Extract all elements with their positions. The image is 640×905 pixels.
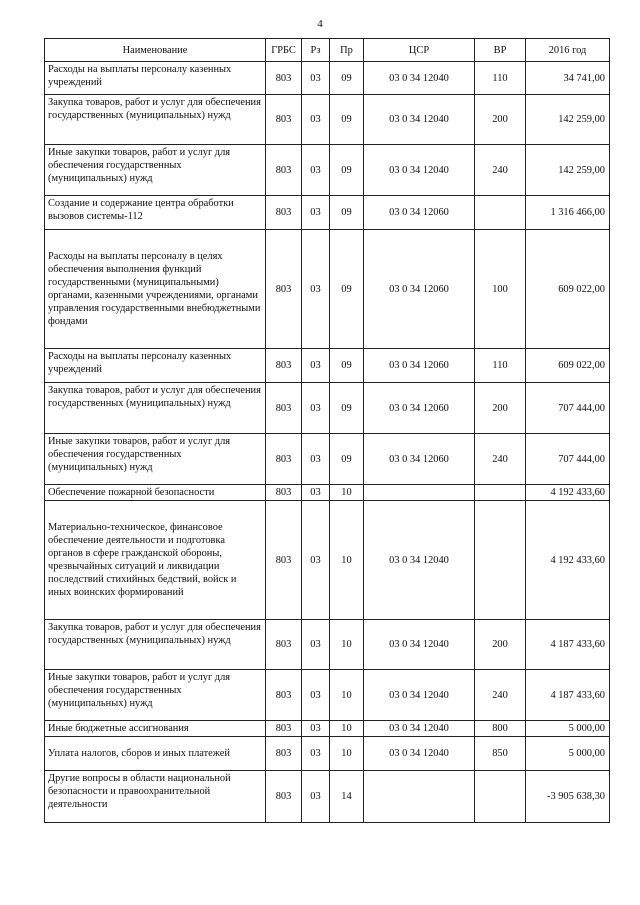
cell-name: Закупка товаров, работ и услуг для обеспечения государственных (муниципальных) нужд bbox=[45, 620, 266, 670]
cell-csr: 03 0 34 12060 bbox=[364, 383, 475, 434]
cell-name: Иные закупки товаров, работ и услуг для обеспечения государственных (муниципальных) нужд bbox=[45, 145, 266, 196]
cell-vr: 240 bbox=[475, 670, 526, 721]
cell-csr: 03 0 34 12060 bbox=[364, 230, 475, 349]
cell-vr: 800 bbox=[475, 721, 526, 737]
cell-csr: 03 0 34 12040 bbox=[364, 670, 475, 721]
cell-rz: 03 bbox=[302, 771, 330, 823]
cell-amount: 4 187 433,60 bbox=[526, 620, 610, 670]
cell-name: Иные бюджетные ассигнования bbox=[45, 721, 266, 737]
cell-pr: 09 bbox=[330, 349, 364, 383]
cell-rz: 03 bbox=[302, 383, 330, 434]
cell-amount: 1 316 466,00 bbox=[526, 196, 610, 230]
table-row bbox=[45, 145, 610, 196]
table-row bbox=[45, 721, 610, 737]
table-row bbox=[45, 737, 610, 771]
cell-name: Иные закупки товаров, работ и услуг для обеспечения государственных (муниципальных) нужд bbox=[45, 670, 266, 721]
cell-pr: 10 bbox=[330, 485, 364, 501]
cell-amount: 4 187 433,60 bbox=[526, 670, 610, 721]
table-row bbox=[45, 501, 610, 620]
cell-rz: 03 bbox=[302, 620, 330, 670]
cell-csr: 03 0 34 12040 bbox=[364, 62, 475, 95]
cell-pr: 09 bbox=[330, 434, 364, 485]
table-row bbox=[45, 670, 610, 721]
cell-vr: 850 bbox=[475, 737, 526, 771]
header-name: Наименование bbox=[45, 39, 266, 62]
cell-name: Закупка товаров, работ и услуг для обеспечения государственных (муниципальных) нужд bbox=[45, 383, 266, 434]
cell-grbs: 803 bbox=[266, 501, 302, 620]
cell-amount: 4 192 433,60 bbox=[526, 501, 610, 620]
cell-pr: 09 bbox=[330, 145, 364, 196]
cell-grbs: 803 bbox=[266, 721, 302, 737]
cell-grbs: 803 bbox=[266, 230, 302, 349]
table-row bbox=[45, 620, 610, 670]
cell-vr bbox=[475, 196, 526, 230]
cell-name: Иные закупки товаров, работ и услуг для обеспечения государственных (муниципальных) нужд bbox=[45, 434, 266, 485]
cell-amount: 609 022,00 bbox=[526, 349, 610, 383]
cell-amount: 34 741,00 bbox=[526, 62, 610, 95]
cell-vr: 200 bbox=[475, 95, 526, 145]
table-row bbox=[45, 62, 610, 95]
cell-name: Обеспечение пожарной безопасности bbox=[45, 485, 266, 501]
cell-name: Расходы на выплаты персоналу казенных учреждений bbox=[45, 62, 266, 95]
cell-csr: 03 0 34 12040 bbox=[364, 721, 475, 737]
cell-rz: 03 bbox=[302, 196, 330, 230]
table-row bbox=[45, 196, 610, 230]
cell-rz: 03 bbox=[302, 62, 330, 95]
cell-pr: 10 bbox=[330, 501, 364, 620]
cell-vr: 240 bbox=[475, 434, 526, 485]
cell-pr: 09 bbox=[330, 383, 364, 434]
cell-amount: -3 905 638,30 bbox=[526, 771, 610, 823]
cell-grbs: 803 bbox=[266, 434, 302, 485]
header-row bbox=[45, 39, 610, 62]
cell-vr bbox=[475, 501, 526, 620]
cell-grbs: 803 bbox=[266, 95, 302, 145]
page-number: 4 bbox=[317, 18, 323, 30]
cell-rz: 03 bbox=[302, 230, 330, 349]
header-pr: Пр bbox=[330, 39, 364, 62]
cell-grbs: 803 bbox=[266, 196, 302, 230]
cell-csr: 03 0 34 12040 bbox=[364, 620, 475, 670]
cell-csr: 03 0 34 12060 bbox=[364, 434, 475, 485]
header-rz: Рз bbox=[302, 39, 330, 62]
cell-vr bbox=[475, 771, 526, 823]
table-row bbox=[45, 349, 610, 383]
table-row bbox=[45, 383, 610, 434]
cell-grbs: 803 bbox=[266, 62, 302, 95]
cell-amount: 707 444,00 bbox=[526, 434, 610, 485]
cell-csr bbox=[364, 485, 475, 501]
cell-csr: 03 0 34 12040 bbox=[364, 145, 475, 196]
table-row bbox=[45, 95, 610, 145]
cell-pr: 10 bbox=[330, 620, 364, 670]
cell-pr: 09 bbox=[330, 230, 364, 349]
cell-name: Другие вопросы в области национальной безопасности и правоохранительной деятельности bbox=[45, 771, 266, 823]
cell-csr: 03 0 34 12040 bbox=[364, 501, 475, 620]
cell-csr: 03 0 34 12040 bbox=[364, 95, 475, 145]
cell-grbs: 803 bbox=[266, 737, 302, 771]
cell-pr: 10 bbox=[330, 737, 364, 771]
cell-vr: 110 bbox=[475, 349, 526, 383]
cell-grbs: 803 bbox=[266, 485, 302, 501]
cell-pr: 10 bbox=[330, 670, 364, 721]
cell-amount: 5 000,00 bbox=[526, 737, 610, 771]
cell-name: Расходы на выплаты персоналу казенных учреждений bbox=[45, 349, 266, 383]
cell-grbs: 803 bbox=[266, 383, 302, 434]
cell-vr: 200 bbox=[475, 383, 526, 434]
cell-rz: 03 bbox=[302, 485, 330, 501]
cell-grbs: 803 bbox=[266, 620, 302, 670]
cell-pr: 09 bbox=[330, 196, 364, 230]
cell-rz: 03 bbox=[302, 501, 330, 620]
cell-grbs: 803 bbox=[266, 670, 302, 721]
cell-amount: 142 259,00 bbox=[526, 145, 610, 196]
cell-rz: 03 bbox=[302, 95, 330, 145]
cell-name: Закупка товаров, работ и услуг для обеспечения государственных (муниципальных) нужд bbox=[45, 95, 266, 145]
cell-grbs: 803 bbox=[266, 145, 302, 196]
cell-name: Материально-техническое, финансовое обеспечение деятельности и подготовка органов в сфере гражданской обороны, чрезвычайных ситуаций и ликвидации последствий стихийных бедствий, войск и иных воинских формирований bbox=[45, 501, 266, 620]
cell-grbs: 803 bbox=[266, 349, 302, 383]
cell-rz: 03 bbox=[302, 670, 330, 721]
cell-rz: 03 bbox=[302, 349, 330, 383]
cell-vr: 110 bbox=[475, 62, 526, 95]
cell-amount: 609 022,00 bbox=[526, 230, 610, 349]
cell-vr bbox=[475, 485, 526, 501]
cell-csr bbox=[364, 771, 475, 823]
cell-vr: 240 bbox=[475, 145, 526, 196]
cell-name: Расходы на выплаты персоналу в целях обеспечения выполнения функций государственными (муниципальными) органами, казенными учреждениями, органами управления государственными внебюджетными фондами bbox=[45, 230, 266, 349]
cell-name: Создание и содержание центра обработки вызовов системы-112 bbox=[45, 196, 266, 230]
cell-amount: 707 444,00 bbox=[526, 383, 610, 434]
table-row bbox=[45, 771, 610, 823]
cell-rz: 03 bbox=[302, 434, 330, 485]
cell-amount: 142 259,00 bbox=[526, 95, 610, 145]
header-csr: ЦСР bbox=[364, 39, 475, 62]
cell-rz: 03 bbox=[302, 737, 330, 771]
cell-csr: 03 0 34 12040 bbox=[364, 737, 475, 771]
table-row bbox=[45, 230, 610, 349]
cell-pr: 14 bbox=[330, 771, 364, 823]
cell-csr: 03 0 34 12060 bbox=[364, 349, 475, 383]
cell-pr: 09 bbox=[330, 95, 364, 145]
cell-name: Уплата налогов, сборов и иных платежей bbox=[45, 737, 266, 771]
table-row bbox=[45, 485, 610, 501]
cell-grbs: 803 bbox=[266, 771, 302, 823]
cell-csr: 03 0 34 12060 bbox=[364, 196, 475, 230]
budget-table bbox=[44, 38, 610, 823]
header-year: 2016 год bbox=[526, 39, 610, 62]
cell-amount: 4 192 433,60 bbox=[526, 485, 610, 501]
cell-rz: 03 bbox=[302, 721, 330, 737]
cell-pr: 09 bbox=[330, 62, 364, 95]
cell-vr: 100 bbox=[475, 230, 526, 349]
cell-rz: 03 bbox=[302, 145, 330, 196]
header-vr: ВР bbox=[475, 39, 526, 62]
table-row bbox=[45, 434, 610, 485]
cell-amount: 5 000,00 bbox=[526, 721, 610, 737]
cell-vr: 200 bbox=[475, 620, 526, 670]
header-grbs: ГРБС bbox=[266, 39, 302, 62]
cell-pr: 10 bbox=[330, 721, 364, 737]
